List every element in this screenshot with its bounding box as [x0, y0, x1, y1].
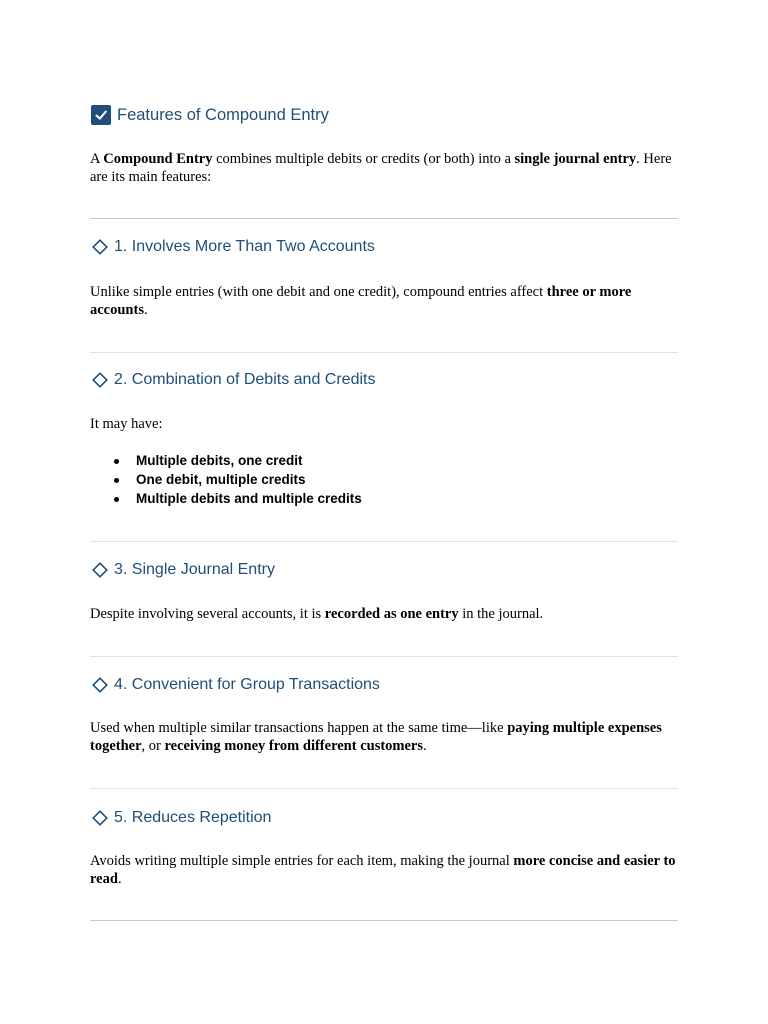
divider [90, 920, 678, 921]
divider [90, 352, 678, 353]
divider [90, 656, 678, 657]
divider [90, 541, 678, 542]
list-item: Multiple debits, one credit [90, 451, 362, 470]
check-box-icon [91, 105, 111, 125]
section-heading-text: 1. Involves More Than Two Accounts [114, 238, 375, 255]
diamond-icon [91, 809, 109, 827]
bullet-icon [114, 497, 119, 502]
section-paragraph-2: It may have: [90, 416, 163, 432]
section-heading-text: 3. Single Journal Entry [114, 561, 275, 578]
bullet-icon [114, 478, 119, 483]
section-heading-4 [91, 676, 380, 694]
section-paragraph-1: Unlike simple entries (with one debit and one credit), compound entries affect three or more accounts. [90, 284, 632, 318]
page-title-text: Features of Compound Entry [117, 105, 329, 124]
section-heading-1 [91, 238, 375, 256]
diamond-icon [91, 561, 109, 579]
section-paragraph-5: Avoids writing multiple simple entries for each item, making the journal more concise and easier to read. [90, 853, 676, 887]
section-heading-text: 4. Convenient for Group Transactions [114, 676, 380, 693]
page-title [91, 105, 329, 125]
diamond-icon [91, 238, 109, 256]
divider [90, 788, 678, 789]
bullet-list [90, 451, 362, 508]
diamond-icon [91, 371, 109, 389]
section-paragraph-4: Used when multiple similar transactions happen at the same time—like paying multiple expenses together, or receiving money from different customers. [90, 720, 662, 754]
section-paragraph-3: Despite involving several accounts, it is recorded as one entry in the journal. [90, 606, 544, 622]
bullet-icon [114, 459, 119, 464]
section-heading-text: 5. Reduces Repetition [114, 809, 272, 826]
section-heading-3 [91, 561, 275, 579]
list-item: Multiple debits and multiple credits [90, 489, 362, 508]
intro-paragraph: A Compound Entry combines multiple debits or credits (or both) into a single journal entry. Here are its main features: [90, 151, 672, 185]
divider [90, 218, 678, 219]
section-heading-2 [91, 371, 375, 389]
section-heading-5 [91, 809, 271, 827]
diamond-icon [91, 676, 109, 694]
list-item: One debit, multiple credits [90, 470, 362, 489]
section-heading-text: 2. Combination of Debits and Credits [114, 371, 376, 388]
